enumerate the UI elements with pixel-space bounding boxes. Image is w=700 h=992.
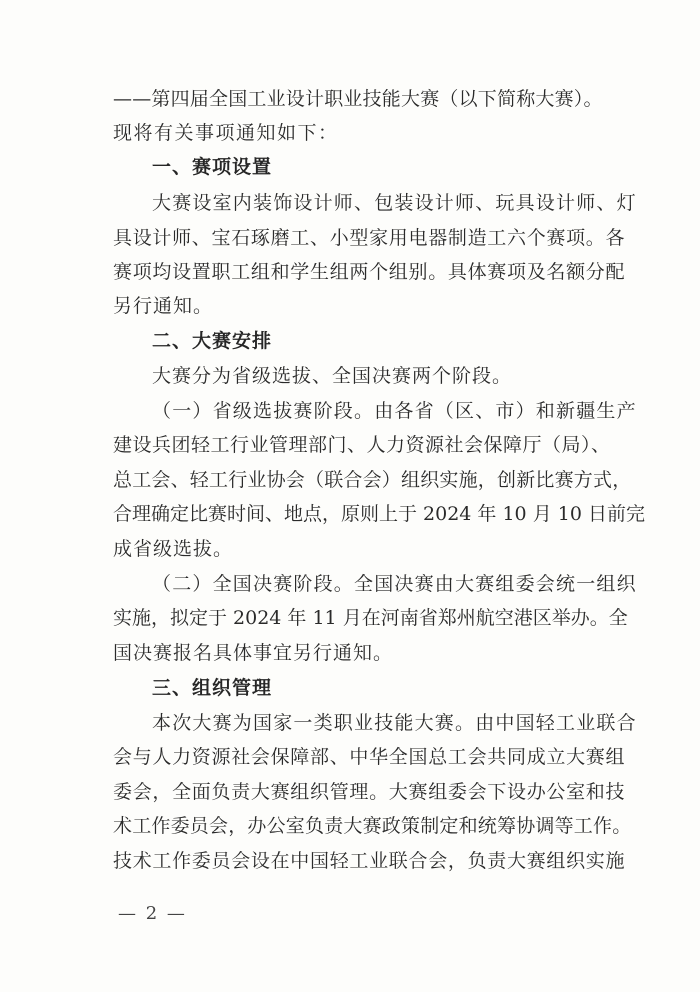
section-2-para-2-line-5: 成省级选拔。 (113, 538, 234, 560)
section-2-line-1: 大赛分为省级选拔、全国决赛两个阶段。 (152, 365, 513, 387)
intro-line-2: 现将有关事项通知如下： (113, 122, 339, 144)
intro-line-1: ——第四届全国工业设计职业技能大赛（以下简称大赛）。 (113, 88, 603, 110)
section-2-para-2-line-3: 总工会、轻工行业协会（联合会）组织实施，创新比赛方式， (113, 469, 632, 491)
section-2-para-3-line-3: 国决赛报名具体事宜另行通知。 (113, 642, 394, 664)
section-3-line-3: 委会，全面负责大赛组织管理。大赛组委会下设办公室和技 (113, 781, 626, 803)
section-2-para-2-line-2: 建设兵团轻工行业管理部门、人力资源社会保障厅（局）、 (113, 434, 611, 456)
section-1-heading: 一、赛项设置 (152, 156, 273, 178)
section-2-para-3-line-1: （二）全国决赛阶段。全国决赛由大赛组委会统一组织 (152, 573, 637, 595)
section-1-line-4: 另行通知。 (113, 295, 214, 317)
section-1-line-3: 赛项均设置职工组和学生组两个组别。具体赛项及名额分配 (113, 261, 626, 283)
section-3-heading: 三、组织管理 (152, 677, 273, 699)
section-2-para-2-line-4: 合理确定比赛时间、地点，原则上于 2024 年 10 月 10 日前完 (113, 503, 645, 525)
section-1-line-1: 大赛设室内装饰设计师、包装设计师、玩具设计师、灯 (152, 192, 637, 214)
section-1-line-2: 具设计师、宝石琢磨工、小型家用电器制造工六个赛项。各 (113, 227, 626, 249)
section-3-line-2: 会与人力资源社会保障部、中华全国总工会共同成立大赛组 (113, 746, 626, 768)
section-3-line-1: 本次大赛为国家一类职业技能大赛。由中国轻工业联合 (152, 712, 637, 734)
page-number: — 2 — (118, 903, 187, 924)
section-3-line-5: 技术工作委员会设在中国轻工业联合会，负责大赛组织实施 (113, 850, 626, 872)
section-2-heading: 二、大赛安排 (152, 330, 273, 352)
section-2-para-2-line-1: （一）省级选拔赛阶段。由各省（区、市）和新疆生产 (152, 400, 637, 422)
section-3-line-4: 术工作委员会，办公室负责大赛政策制定和统筹协调等工作。 (113, 815, 632, 837)
section-2-para-3-line-2: 实施，拟定于 2024 年 11 月在河南省郑州航空港区举办。全 (113, 607, 628, 629)
